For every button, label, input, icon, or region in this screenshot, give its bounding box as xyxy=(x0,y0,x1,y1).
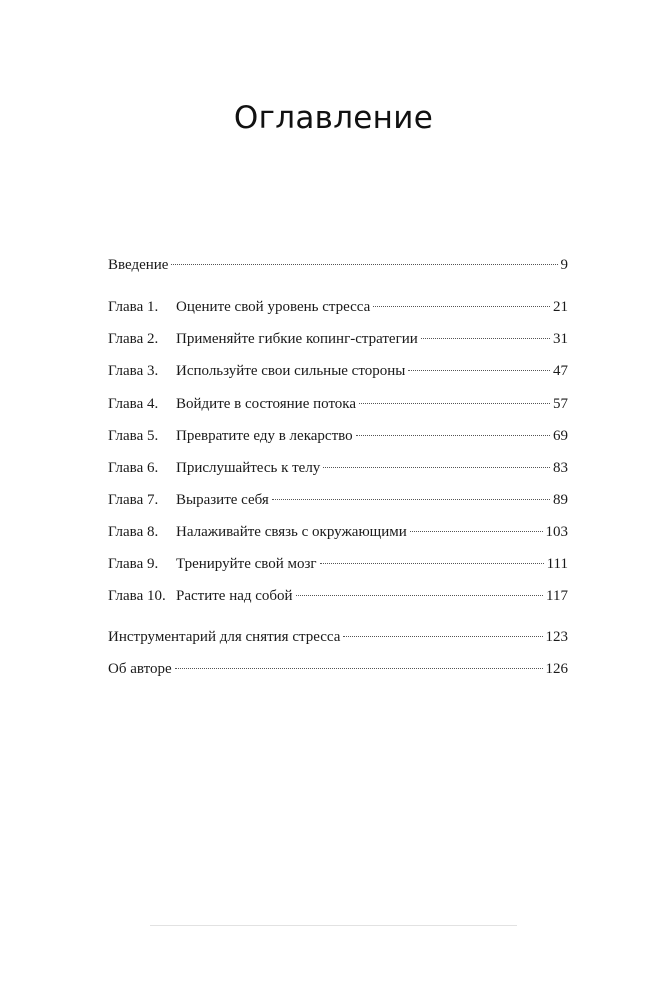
toc-entry-about[interactable] xyxy=(108,658,568,680)
chapter-number: Глава 7. xyxy=(108,492,159,508)
toc-entry-label: Об авторе xyxy=(108,661,172,677)
toc-entry-toolkit[interactable] xyxy=(108,626,568,648)
toc-entry-label: Превратите еду в лекарство xyxy=(176,428,353,444)
toc-entry-chapter-5[interactable] xyxy=(108,425,568,447)
dot-leader xyxy=(410,531,543,532)
toc-entry-chapter-3[interactable] xyxy=(108,360,568,382)
chapter-number: Глава 3. xyxy=(108,363,159,379)
toc-page-number: 126 xyxy=(545,661,568,677)
dot-leader xyxy=(343,636,542,637)
dot-leader xyxy=(296,595,543,596)
chapter-number: Глава 10. xyxy=(108,588,166,604)
chapter-number: Глава 1. xyxy=(108,299,159,315)
toc-entry-chapter-6[interactable] xyxy=(108,457,568,479)
chapter-number: Глава 5. xyxy=(108,428,159,444)
toc-entry-label: Войдите в состояние потока xyxy=(176,396,357,412)
dot-leader xyxy=(171,264,557,265)
toc-entry-label: Оцените свой уровень стресса xyxy=(176,299,371,315)
toc-entry-label: Введение xyxy=(108,257,169,273)
toc-entry-label: Прислушайтесь к телу xyxy=(176,460,321,476)
dot-leader xyxy=(421,338,550,339)
dot-leader xyxy=(356,435,550,436)
toc-entry-label: Применяйте гибкие копинг-стратегии xyxy=(176,331,418,347)
dot-leader xyxy=(408,370,550,371)
toc-page-number: 83 xyxy=(553,460,568,476)
toc-entry-chapter-2[interactable] xyxy=(108,328,568,350)
toc-entry-label: Растите над собой xyxy=(176,588,293,604)
toc-entry-chapter-10[interactable] xyxy=(108,585,568,607)
dot-leader xyxy=(272,499,550,500)
chapter-number: Глава 4. xyxy=(108,396,159,412)
dot-leader xyxy=(320,563,544,564)
page-title: Оглавление xyxy=(233,100,434,136)
toc-entry-label: Инструментарий для снятия стресса xyxy=(108,629,341,645)
chapter-number: Глава 6. xyxy=(108,460,159,476)
toc-entry-chapter-8[interactable] xyxy=(108,521,568,543)
toc-entry-chapter-4[interactable] xyxy=(108,393,568,415)
toc-page-number: 21 xyxy=(553,299,568,315)
toc-page-number: 89 xyxy=(553,492,568,508)
toc-entry-chapter-7[interactable] xyxy=(108,489,568,511)
toc-page-number: 57 xyxy=(553,396,568,412)
toc-page-number: 47 xyxy=(553,363,568,379)
chapter-number: Глава 8. xyxy=(108,524,159,540)
toc-page-number: 123 xyxy=(545,629,568,645)
toc-entry-chapter-9[interactable] xyxy=(108,553,568,575)
dot-leader xyxy=(359,403,550,404)
chapter-number: Глава 2. xyxy=(108,331,159,347)
toc-entry-label: Используйте свои сильные стороны xyxy=(176,363,406,379)
page-bottom-divider xyxy=(150,925,517,926)
toc-page-number: 111 xyxy=(546,556,568,572)
chapter-number: Глава 9. xyxy=(108,556,159,572)
toc-entry-chapter-1[interactable] xyxy=(108,296,568,318)
dot-leader xyxy=(323,467,550,468)
toc-page-number: 9 xyxy=(560,257,568,273)
toc-entry-intro[interactable] xyxy=(108,254,568,276)
toc-page-number: 103 xyxy=(545,524,568,540)
dot-leader xyxy=(373,306,550,307)
toc-page-number: 69 xyxy=(553,428,568,444)
toc-page-number: 117 xyxy=(546,588,568,604)
toc-entry-label: Выразите себя xyxy=(176,492,269,508)
toc-page-number: 31 xyxy=(553,331,568,347)
toc-entry-label: Налаживайте связь с окружающими xyxy=(176,524,407,540)
dot-leader xyxy=(175,668,543,669)
toc-entry-label: Тренируйте свой мозг xyxy=(176,556,317,572)
